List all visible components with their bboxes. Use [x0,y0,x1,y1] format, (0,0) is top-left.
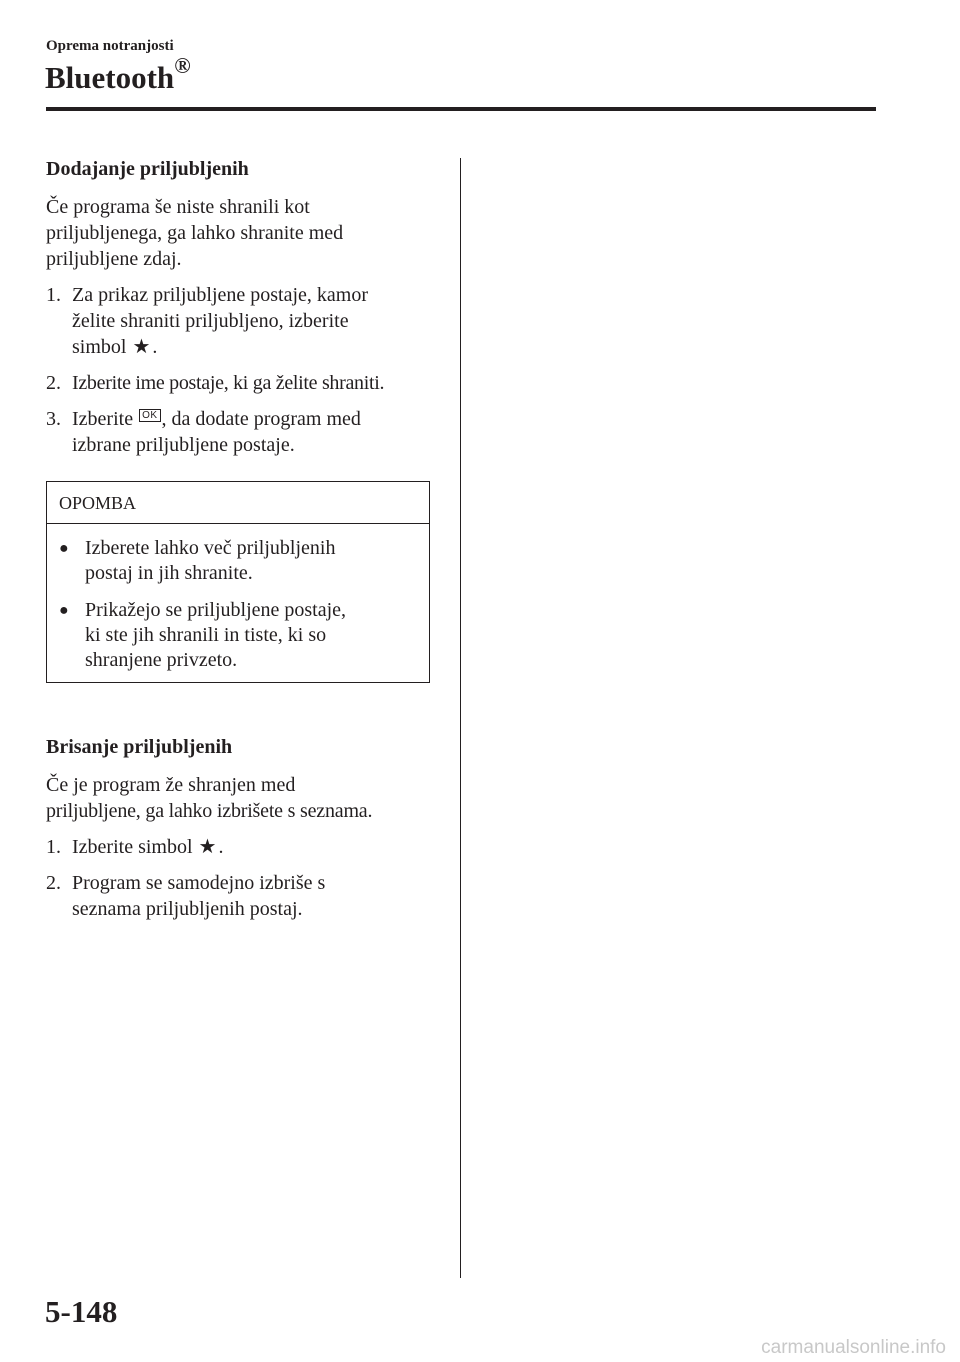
step-line: , da dodate program med [161,408,361,430]
section-heading: Brisanje priljubljenih [46,736,233,758]
punctuation: . [218,836,224,858]
intro-line: Če je program že shranjen med [46,774,296,796]
page-title: Bluetooth® [45,52,191,95]
page-number: 5-148 [45,1294,118,1329]
note-box [46,481,430,683]
punctuation: . [152,336,158,358]
step-line: Izberite simbol [72,836,193,858]
intro-line: priljubljene zdaj. [46,248,182,270]
step-line: seznama priljubljenih postaj. [72,898,303,920]
intro-line: priljubljenega, ga lahko shranite med [46,222,344,244]
step-line: simbol [72,336,127,358]
section-delete-favorites [46,734,438,922]
intro-text [46,194,438,272]
watermark: carmanualsonline.info [761,1337,946,1358]
bullet-line: shranjene privzeto. [85,649,238,671]
bullet-dot: ● [59,602,69,619]
star-icon: ★ [132,336,151,358]
step-number: 3. [46,408,61,430]
step-3 [46,406,438,458]
step-line: Program se samodejno izbriše s [72,872,326,894]
column-divider [460,158,461,1278]
star-icon: ★ [198,836,217,858]
step-line: Za prikaz priljubljene postaje, kamor [72,284,369,306]
header-rule [46,107,876,111]
step-number: 1. [46,836,61,858]
section-heading: Dodajanje priljubljenih [46,158,249,180]
intro-text [46,772,438,824]
section-add-favorites [46,156,438,458]
step-number: 2. [46,372,61,394]
step-line: Izberite [72,408,134,430]
step-1 [46,282,438,360]
step-number: 1. [46,284,61,306]
intro-line: Če programa še niste shranili kot [46,196,310,218]
intro-line: priljubljene, ga lahko izbrišete s seznama. [46,800,373,822]
bullet-line: ki ste jih shranili in tiste, ki so [85,624,327,646]
note-bullet [59,536,429,586]
registered-mark: ® [174,52,191,78]
step-2 [46,370,438,396]
step-number: 2. [46,872,61,894]
step-line: Izberite ime postaje, ki ga želite shraniti. [72,372,385,394]
note-bullet [59,598,429,673]
step-line: izbrane priljubljene postaje. [72,434,295,456]
bullet-line: Izberete lahko več priljubljenih [85,537,336,559]
note-title: OPOMBA [47,482,429,524]
section-label: Oprema notranjosti [46,38,174,54]
step-1 [46,834,438,860]
ok-icon: OK [139,409,160,422]
step-line: želite shraniti priljubljeno, izberite [72,310,349,332]
step-2 [46,870,438,922]
bullet-dot: ● [59,540,69,557]
bullet-line: Prikažejo se priljubljene postaje, [85,599,347,621]
bullet-line: postaj in jih shranite. [85,562,253,584]
